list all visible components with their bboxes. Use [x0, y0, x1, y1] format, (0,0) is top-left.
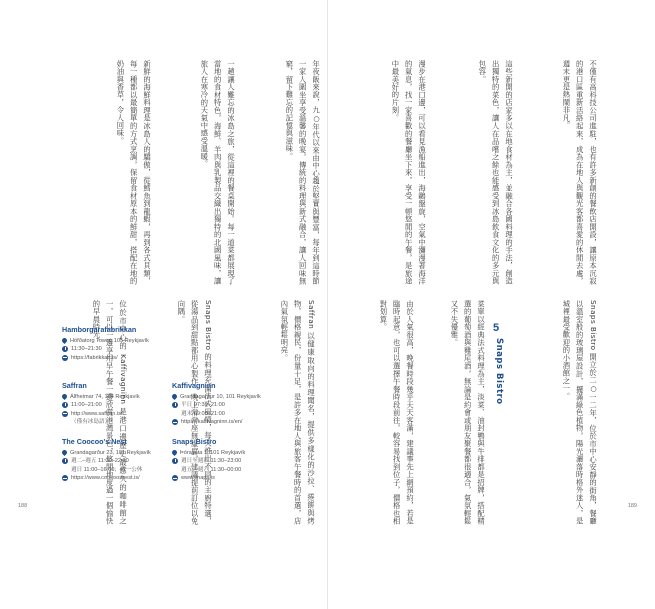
page-number-right: 189 [627, 503, 637, 509]
right-text-column-5: 菜單以經典法式料理為主，淡菜、油封鴨與牛排都是招牌，搭配精選的葡萄酒與雞尾酒，無論是約會或朋友聚餐都很適合，氣氛輕鬆又不失優雅。 [450, 300, 486, 525]
listing-hours: 11:00–21:00 [71, 402, 102, 409]
globe-icon [62, 355, 68, 361]
page-gutter [327, 0, 328, 609]
location-pin-icon [61, 393, 68, 400]
listing-website[interactable]: https://kaffivagninn.is/en/ [181, 419, 243, 426]
location-pin-icon [171, 393, 178, 400]
left-text-column-6: 位於市中心的 Kaffivagninn 是港口邊歷史最悠久的咖啡館之一，可以一邊享用早午餐一邊欣賞港灣景色，悠閒地度過一個愉快的早晨時光。 [92, 300, 128, 525]
listing-hours-1: 週二–週五 11:00–22:00 [71, 458, 129, 465]
listing-website[interactable]: https://fabrikkan.is/ [71, 354, 118, 361]
left-text-column-5: Snaps Bistro 的料理充滿法式風情，每天推出不同的主廚特選，從湯品到甜點都用心製作，晚上常常座無虛席，建議提前訂位以免向隅。 [177, 300, 213, 525]
listing-address: Höfðatorg Tower, 105 Reykjavík [70, 337, 149, 344]
right-text-column-4: Snaps Bistro 開立於二○一二年，位於市中心安靜的街角，餐廳以溫室般的玻璃屋設計，擺滿綠色植物，陽光灑落時格外迷人，是城裡最受歡迎的小酒館之一。 [562, 300, 598, 525]
page-number-left: 188 [18, 503, 28, 509]
listing-hours-2: 週五、週六 11:30–00:00 [181, 466, 242, 473]
listing-name: Snaps Bistro [172, 437, 217, 446]
listing-website[interactable]: www.snaps.is [181, 475, 215, 482]
clock-icon [172, 402, 178, 408]
listing-name: The Coocoo's Nest [62, 437, 127, 446]
globe-icon [172, 475, 178, 481]
right-text-column-3: 漫步在港口邊，可以看見漁船進出，海鷗盤旋，空氣中瀰漫著海洋的氣息，找一家喜歡的餐廳坐下來，享受一頓悠閒的午餐，是旅途中最美好的片刻。 [391, 60, 427, 285]
listing-address: Álfheimar 74, 104 Reykjavík [70, 393, 140, 400]
listing-address: Grandagarður 10, 101 Reykjavík [180, 393, 261, 400]
listing-coocoos-nest [62, 438, 182, 483]
globe-icon [62, 475, 68, 481]
listing-name: Kaffivagninn [172, 381, 216, 390]
listing-hours-weekend: 週末 09:00–21:00 [181, 410, 225, 417]
right-text-column-2: 這些新開的店家多以在地食材為主，並融合各國料理的手法，創造出獨特的菜色，讓人在品嚐之餘也能感受到冰島飲食文化的多元與包容。 [478, 60, 514, 285]
clock-icon [62, 346, 68, 352]
listing-website[interactable]: https://www.coocoosnest.is/ [71, 475, 140, 482]
listing-hours: 11:30–21:30 [71, 346, 102, 353]
section-title: Snaps Bistro [494, 338, 504, 405]
listing-hours-weekday: 平日 07:30–21:00 [181, 402, 225, 409]
clock-icon [172, 458, 178, 464]
listing-saffran [62, 382, 182, 427]
section-number: 5 [493, 322, 500, 334]
location-pin-icon [61, 449, 68, 456]
location-pin-icon [171, 449, 178, 456]
globe-icon [62, 411, 68, 417]
listing-note: （僅有冰島語） [71, 419, 111, 426]
listing-kaffivagninn [172, 382, 292, 427]
listing-address: Þórsgata 1, 101 Reykjavík [180, 449, 246, 456]
listing-hours-1: 週日至週四 11:30–23:00 [181, 458, 242, 465]
location-pin-icon [61, 337, 68, 344]
globe-icon [172, 419, 178, 425]
left-text-column-3: 新鮮的海鮮料理是冰島人的驕傲，從鱈魚到龍蝦，再到各式貝類，每一種都以最簡單的方式烹調，保留食材原本的鮮甜，搭配在地的奶油與香草，令人回味。 [116, 60, 152, 285]
listing-snaps-bistro [172, 438, 292, 483]
left-text-column-1: 年夜飯來說，九○年代以來由中心趨於堅實與豐富，每年到這時節一家人圍坐享受溫馨的晚宴，傳統的料理與新式融合，讓人回味無窮，留下難忘的記憶與滋味。 [285, 60, 321, 285]
listing-hours-2: 週日 11:00–16:00；週一公休 [71, 466, 143, 473]
right-text-column-6: 由於人氣很高，晚餐時段幾乎天天客滿，建議事先上網預約，若是臨時起意，也可以選擇午餐時段前往，較容易找到位子，價格也相對划算。 [379, 300, 415, 525]
listing-name: Hamborgarafabrikkan [62, 325, 137, 334]
listing-name: Saffran [62, 381, 87, 390]
listing-hamborgarafabrikkan [62, 326, 182, 362]
clock-icon [62, 458, 68, 464]
listing-website[interactable]: http://www.saffran.is/ [71, 410, 123, 417]
left-text-column-4: Saffran 以健康取向的料理聞名，提供多樣化的沙拉、捲餅與烤物，價格親民，份量十足，是許多在地人與旅客午餐時的首選，店內氣氛輕鬆明亮。 [280, 300, 316, 525]
left-text-column-2: 一趟讓人難忘的冰島之旅，從這裡的餐桌開始。每一道菜都展現了當地的食材特色，海鮮、羊肉與乳製品交織出獨特的北國風味，讓旅人在寒冷的天氣中感受溫暖。 [200, 60, 236, 285]
right-text-column-1: 不僅有高科技公司進駐，也有許多新創的餐飲店開設，讓原本沉寂的港口區重新活絡起來，成為在地人與觀光客都喜愛的休閒去處，週末更是熱鬧非凡。 [562, 60, 598, 285]
listing-address: Grandagarður 23, 101 Reykjavík [70, 449, 151, 456]
clock-icon [62, 402, 68, 408]
